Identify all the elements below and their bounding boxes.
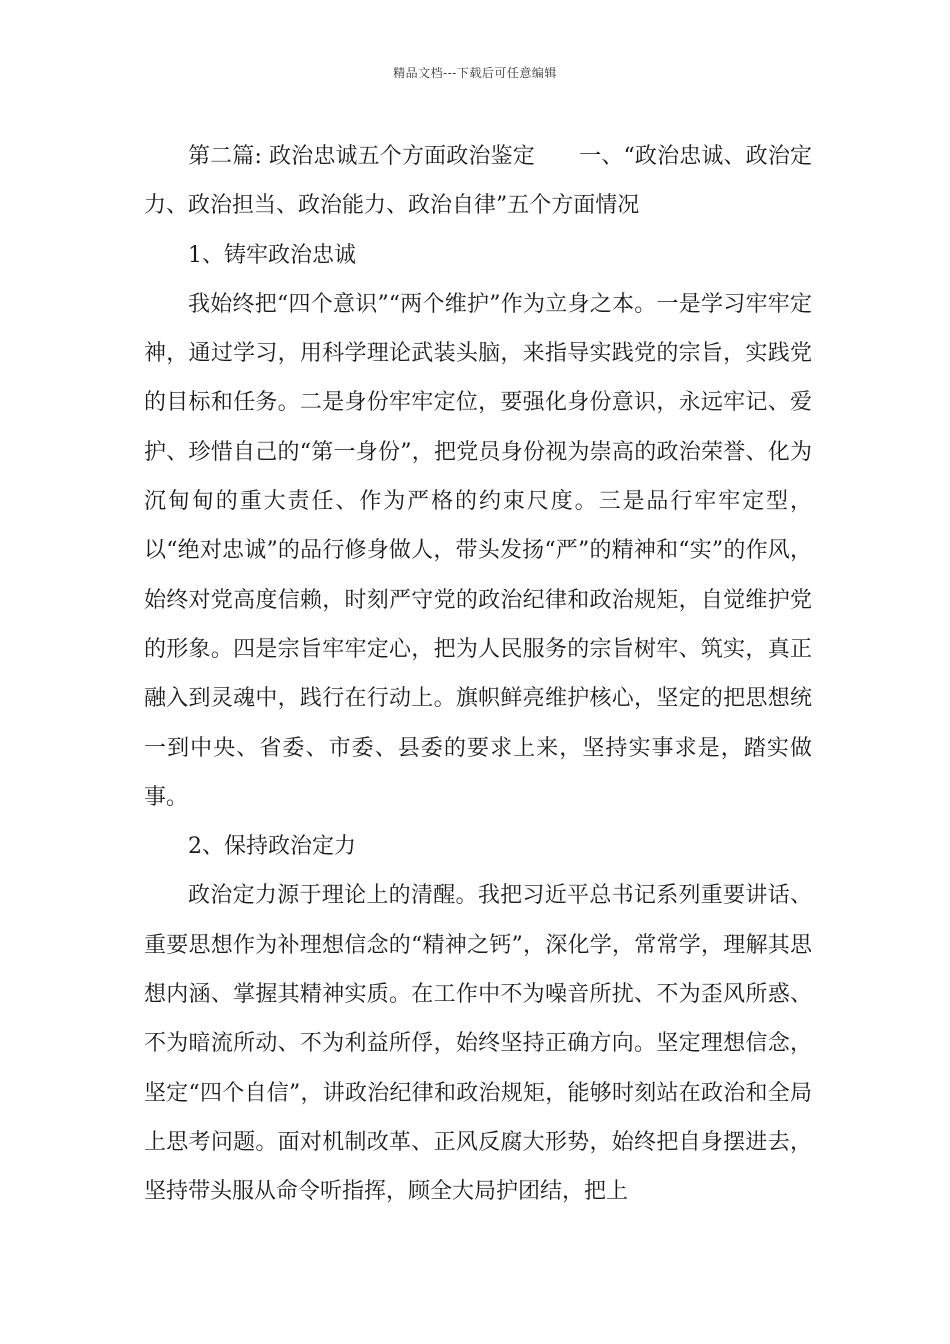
page-header-note: 精品文档---下载后可任意编辑 — [393, 66, 557, 80]
document-body — [144, 132, 812, 1217]
subsection-heading-2: 2、保持政治定力 — [188, 834, 356, 860]
subsection-heading-1: 1、铸牢政治忠诚 — [188, 242, 356, 268]
section-title: 第二篇: 政治忠诚五个方面政治鉴定 一、“政治忠诚、政治定力、政治担当、政治能力、政治自律”五个方面情况 — [144, 144, 812, 219]
body-paragraph-1: 我始终把“四个意识”“两个维护”作为立身之本。一是学习牢牢定神，通过学习，用科学理论武装头脑，来指导实践党的宗旨，实践党的目标和任务。二是身份牢牢定位，要强化身份意识，永远牢记、爱护、珍惜自己的“第一身份”，把党员身份视为崇高的政治荣誉、化为沉甸甸的重大责任、作为严格的约束尺度。三是品行牢牢定型，以“绝对忠诚”的品行修身做人，带头发扬“严”的精神和“实”的作风，始终对党高度信赖，时刻严守党的政治纪律和政治规矩，自觉维护党的形象。四是宗旨牢牢定心，把为人民服务的宗旨树牢、筑实，真正融入到灵魂中，践行在行动上。旗帜鲜亮维护核心，坚定的把思想统一到中央、省委、市委、县委的要求上来，坚持实事求是，踏实做事。 — [144, 291, 812, 810]
body-paragraph-2: 政治定力源于理论上的清醒。我把习近平总书记系列重要讲话、重要思想作为补理想信念的“精神之钙”，深化学，常常学，理解其思想内涵、掌握其精神实质。在工作中不为噪音所扰、不为歪风所惑、不为暗流所动、不为利益所俘，始终坚持正确方向。坚定理想信念，坚定“四个自信”，讲政治纪律和政治规矩，能够时刻站在政治和全局上思考问题。面对机制改革、正风反腐大形势，始终把自身摆进去，坚持带头服从命令听指挥，顾全大局护团结，把上 — [144, 883, 812, 1205]
